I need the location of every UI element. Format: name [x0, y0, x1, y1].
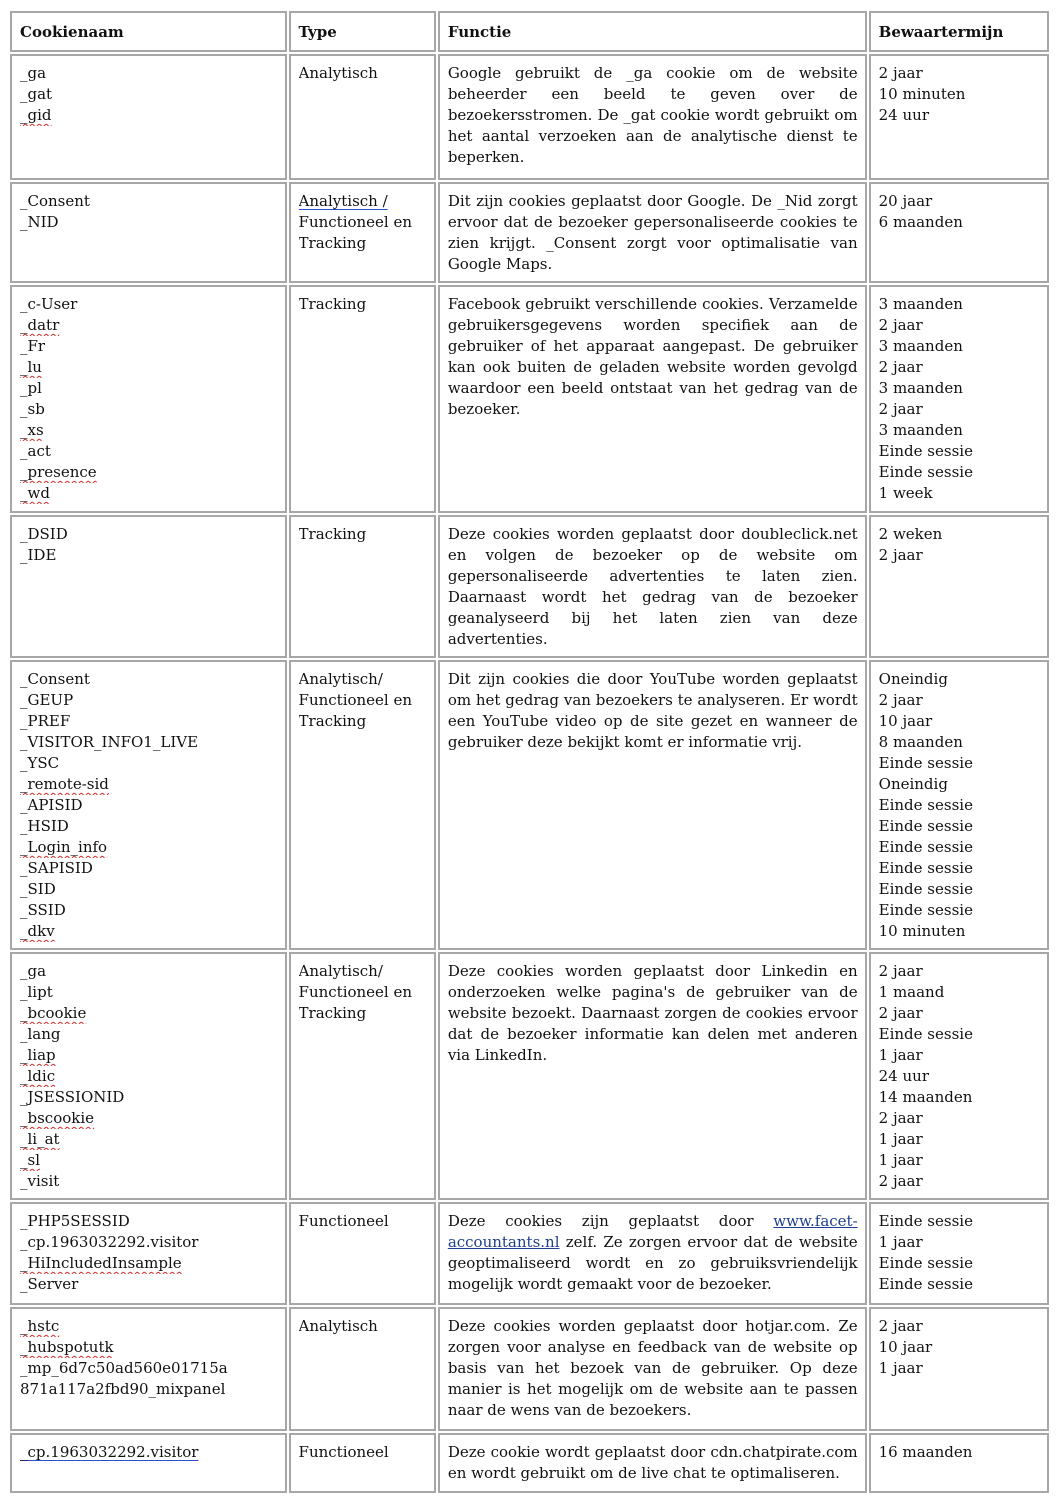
cookie-name: _Fr	[20, 337, 46, 355]
cookie-name: _li_at	[20, 1130, 60, 1148]
cookie-name: _Consent	[20, 192, 90, 210]
website-link[interactable]: www.facet-accountants.nl	[447, 1212, 858, 1251]
cookie-name: _HSID	[20, 817, 69, 835]
cookie-names-cell	[10, 54, 287, 180]
cookie-names-cell	[10, 182, 287, 283]
cookie-type: Functioneel	[298, 1212, 389, 1230]
cookie-name: 871a117a2fbd90_mixpanel	[20, 1380, 226, 1398]
retention-term: 1 jaar	[878, 1046, 923, 1064]
cookie-retention-cell	[869, 515, 1049, 658]
cookie-type-cell	[289, 515, 436, 658]
table-row	[10, 1433, 1049, 1493]
cookie-function-cell: Deze cookies worden geplaatst door hotjar.com. Ze zorgen voor analyse en feedback van de website op basis van het bezoek van de gebruiker. Op deze manier is het mogelijk om de website aan te passen naar de wens van de bezoekers.	[438, 1307, 867, 1431]
cookie-name: _remote-sid	[20, 775, 109, 793]
cookie-name: _Server	[20, 1275, 79, 1293]
retention-term: Einde sessie	[878, 1275, 973, 1293]
retention-term: Einde sessie	[878, 463, 973, 481]
retention-term: 1 jaar	[878, 1151, 923, 1169]
retention-term: Einde sessie	[878, 838, 973, 856]
retention-term: 10 jaar	[878, 712, 933, 730]
cookie-name: _lu	[20, 358, 42, 376]
cookie-function-cell: Dit zijn cookies die door YouTube worden geplaatst om het gedrag van bezoekers te analyseren. Er wordt een YouTube video op de site gezet en wanneer de gebruiker deze bekijkt komt er informatie vrij.	[438, 660, 867, 950]
retention-term: Einde sessie	[878, 1212, 973, 1230]
cookie-type-cell	[289, 1202, 436, 1305]
cookie-name: _DSID	[20, 525, 68, 543]
header-cookie-name: Cookienaam	[10, 11, 287, 52]
cookie-names-cell	[10, 1433, 287, 1493]
cookie-type-cell	[289, 952, 436, 1200]
retention-term: 3 maanden	[878, 421, 963, 439]
cookie-name: _lang	[20, 1025, 61, 1043]
retention-term: 2 jaar	[878, 400, 923, 418]
cookie-names-cell	[10, 952, 287, 1200]
retention-term: 2 jaar	[878, 691, 923, 709]
cookie-name: _VISITOR_INFO1_LIVE	[20, 733, 199, 751]
cookie-retention-cell	[869, 285, 1049, 513]
cookie-table	[8, 9, 1051, 1495]
cookie-type-cell	[289, 285, 436, 513]
cookie-name: _IDE	[20, 546, 57, 564]
cookie-function-cell	[438, 1202, 867, 1305]
retention-term: 10 jaar	[878, 1338, 933, 1356]
cookie-type: Analytisch/	[298, 962, 383, 980]
cookie-retention-cell	[869, 660, 1049, 950]
cookie-function-cell: Google gebruikt de _ga cookie om de website beheerder een beeld te geven over de bezoekersstromen. De _gat cookie wordt gebruikt om het aantal verzoeken aan de analytische dienst te beperken.	[438, 54, 867, 180]
table-row	[10, 952, 1049, 1200]
cookie-type-cell	[289, 1433, 436, 1493]
cookie-name: _HiIncludedInsample	[20, 1254, 182, 1272]
cookie-type: Tracking	[298, 1004, 367, 1022]
retention-term: 10 minuten	[878, 85, 966, 103]
retention-term: 3 maanden	[878, 295, 963, 313]
cookie-names-cell	[10, 1202, 287, 1305]
cookie-type-cell	[289, 54, 436, 180]
cookie-name: _APISID	[20, 796, 83, 814]
cookie-type-cell	[289, 660, 436, 950]
retention-term: Einde sessie	[878, 754, 973, 772]
cookie-name: _liap	[20, 1046, 56, 1064]
cookie-name: _c-User	[20, 295, 78, 313]
retention-term: 16 maanden	[878, 1443, 973, 1461]
cookie-name: _GEUP	[20, 691, 74, 709]
cookie-type: Functioneel en	[298, 983, 413, 1001]
header-type: Type	[289, 11, 436, 52]
cookie-type-cell	[289, 1307, 436, 1431]
cookie-type-cell	[289, 182, 436, 283]
cookie-name: _visit	[20, 1172, 60, 1190]
cookie-name: _act	[20, 442, 51, 460]
retention-term: Einde sessie	[878, 859, 973, 877]
retention-term: 2 jaar	[878, 316, 923, 334]
retention-term: Einde sessie	[878, 901, 973, 919]
cookie-function-cell: Deze cookie wordt geplaatst door cdn.chatpirate.com en wordt gebruikt om de live chat te optimaliseren.	[438, 1433, 867, 1493]
retention-term: Einde sessie	[878, 796, 973, 814]
cookie-name: _YSC	[20, 754, 60, 772]
cookie-function-cell: Deze cookies worden geplaatst door Linkedin en onderzoeken welke pagina's de gebruiker van de website bezoekt. Daarnaast zorgen de cookies ervoor dat de bezoeker informatie kan delen met anderen via LinkedIn.	[438, 952, 867, 1200]
retention-term: 2 jaar	[878, 64, 923, 82]
retention-term: 2 jaar	[878, 1004, 923, 1022]
retention-term: 14 maanden	[878, 1088, 973, 1106]
cookie-retention-cell	[869, 1307, 1049, 1431]
retention-term: 1 jaar	[878, 1130, 923, 1148]
retention-term: 2 jaar	[878, 546, 923, 564]
cookie-name: _NID	[20, 213, 59, 231]
cookie-type: Tracking	[298, 234, 367, 252]
retention-term: 24 uur	[878, 1067, 929, 1085]
header-function: Functie	[438, 11, 867, 52]
cookie-name: _bscookie	[20, 1109, 95, 1127]
table-row	[10, 515, 1049, 658]
cookie-name: _PREF	[20, 712, 71, 730]
retention-term: 10 minuten	[878, 922, 966, 940]
retention-term: Einde sessie	[878, 880, 973, 898]
retention-term: Oneindig	[878, 775, 948, 793]
retention-term: 20 jaar	[878, 192, 933, 210]
cookie-name: _sb	[20, 400, 45, 418]
retention-term: Einde sessie	[878, 817, 973, 835]
cookie-type: Functioneel en	[298, 691, 413, 709]
cookie-name: _gat	[20, 85, 53, 103]
cookie-name: _dkv	[20, 922, 55, 940]
cookie-type: Tracking	[298, 295, 367, 313]
function-text: zelf. Ze zorgen ervoor dat de website geoptimaliseerd wordt en zo gebruiksvriendelijk mogelijk wordt gemaakt voor de bezoeker.	[447, 1233, 858, 1293]
cookie-name: _xs	[20, 421, 44, 439]
table-row	[10, 1202, 1049, 1305]
cookie-names-cell	[10, 285, 287, 513]
function-text: Deze cookies zijn geplaatst door	[447, 1212, 774, 1230]
cookie-type: Analytisch	[298, 1317, 378, 1335]
retention-term: 2 jaar	[878, 962, 923, 980]
table-row	[10, 1307, 1049, 1431]
cookie-name: _presence	[20, 463, 97, 481]
cookie-type: Analytisch/	[298, 670, 383, 688]
retention-term: 1 maand	[878, 983, 945, 1001]
cookie-retention-cell	[869, 952, 1049, 1200]
retention-term: 1 jaar	[878, 1359, 923, 1377]
cookie-name: _Consent	[20, 670, 90, 688]
cookie-function-cell: Dit zijn cookies geplaatst door Google. De _Nid zorgt ervoor dat de bezoeker gepersonaliseerde cookies te zien krijgt. _Consent zorgt voor optimalisatie van Google Maps.	[438, 182, 867, 283]
cookie-names-cell	[10, 660, 287, 950]
cookie-name: _cp.1963032292.visitor	[20, 1443, 199, 1461]
cookie-name: _ga	[20, 962, 47, 980]
header-retention: Bewaartermijn	[869, 11, 1049, 52]
cookie-name: _bcookie	[20, 1004, 87, 1022]
cookie-function-cell: Deze cookies worden geplaatst door doubleclick.net en volgen de bezoeker op de website om gepersonaliseerde advertenties te laten zien. Daarnaast wordt het gedrag van de bezoeker geanalyseerd bij het laten zien van deze advertenties.	[438, 515, 867, 658]
cookie-type: Tracking	[298, 525, 367, 543]
retention-term: 2 jaar	[878, 358, 923, 376]
retention-term: 6 maanden	[878, 213, 963, 231]
retention-term: 3 maanden	[878, 379, 963, 397]
table-row	[10, 54, 1049, 180]
retention-term: Einde sessie	[878, 1254, 973, 1272]
cookie-name: _pl	[20, 379, 42, 397]
cookie-name: _hubspotutk	[20, 1338, 114, 1356]
cookie-name: _JSESSIONID	[20, 1088, 125, 1106]
cookie-retention-cell	[869, 1433, 1049, 1493]
cookie-name: _cp.1963032292.visitor	[20, 1233, 199, 1251]
cookie-type: Functioneel en	[298, 213, 413, 231]
cookie-name: _mp_6d7c50ad560e01715a	[20, 1359, 228, 1377]
retention-term: 3 maanden	[878, 337, 963, 355]
table-row	[10, 285, 1049, 513]
cookie-name: _ga	[20, 64, 47, 82]
retention-term: 1 week	[878, 484, 933, 502]
cookie-name: _gid	[20, 106, 52, 124]
retention-term: Oneindig	[878, 670, 948, 688]
retention-term: 8 maanden	[878, 733, 963, 751]
retention-term: 2 jaar	[878, 1317, 923, 1335]
cookie-type: Functioneel	[298, 1443, 389, 1461]
retention-term: 2 jaar	[878, 1172, 923, 1190]
cookie-type: Tracking	[298, 712, 367, 730]
cookie-retention-cell	[869, 182, 1049, 283]
retention-term: 24 uur	[878, 106, 929, 124]
cookie-name: _sl	[20, 1151, 40, 1169]
retention-term: Einde sessie	[878, 442, 973, 460]
header-row	[10, 11, 1049, 52]
cookie-function-cell: Facebook gebruikt verschillende cookies. Verzamelde gebruikersgegevens worden specifiek aan de gebruiker of het apparaat aangepast. De gebruiker kan ook buiten de geladen website worden gevolgd waardoor een beeld ontstaat van het gedrag van de bezoeker.	[438, 285, 867, 513]
cookie-name: _SID	[20, 880, 56, 898]
cookie-name: _SAPISID	[20, 859, 93, 877]
cookie-name: _SSID	[20, 901, 66, 919]
cookie-name: _wd	[20, 484, 50, 502]
cookie-retention-cell	[869, 1202, 1049, 1305]
cookie-type: Analytisch /	[298, 192, 388, 210]
retention-term: 2 weken	[878, 525, 943, 543]
cookie-names-cell	[10, 515, 287, 658]
retention-term: Einde sessie	[878, 1025, 973, 1043]
cookie-name: _lipt	[20, 983, 53, 1001]
cookie-type: Analytisch	[298, 64, 378, 82]
cookie-names-cell	[10, 1307, 287, 1431]
table-row	[10, 182, 1049, 283]
retention-term: 1 jaar	[878, 1233, 923, 1251]
cookie-retention-cell	[869, 54, 1049, 180]
retention-term: 2 jaar	[878, 1109, 923, 1127]
cookie-name: _PHP5SESSID	[20, 1212, 130, 1230]
table-row	[10, 660, 1049, 950]
cookie-name: _Login_info	[20, 838, 108, 856]
cookie-name: _hstc	[20, 1317, 60, 1335]
cookie-table-page	[8, 9, 1051, 1495]
cookie-name: _ldic	[20, 1067, 56, 1085]
cookie-name: _datr	[20, 316, 60, 334]
